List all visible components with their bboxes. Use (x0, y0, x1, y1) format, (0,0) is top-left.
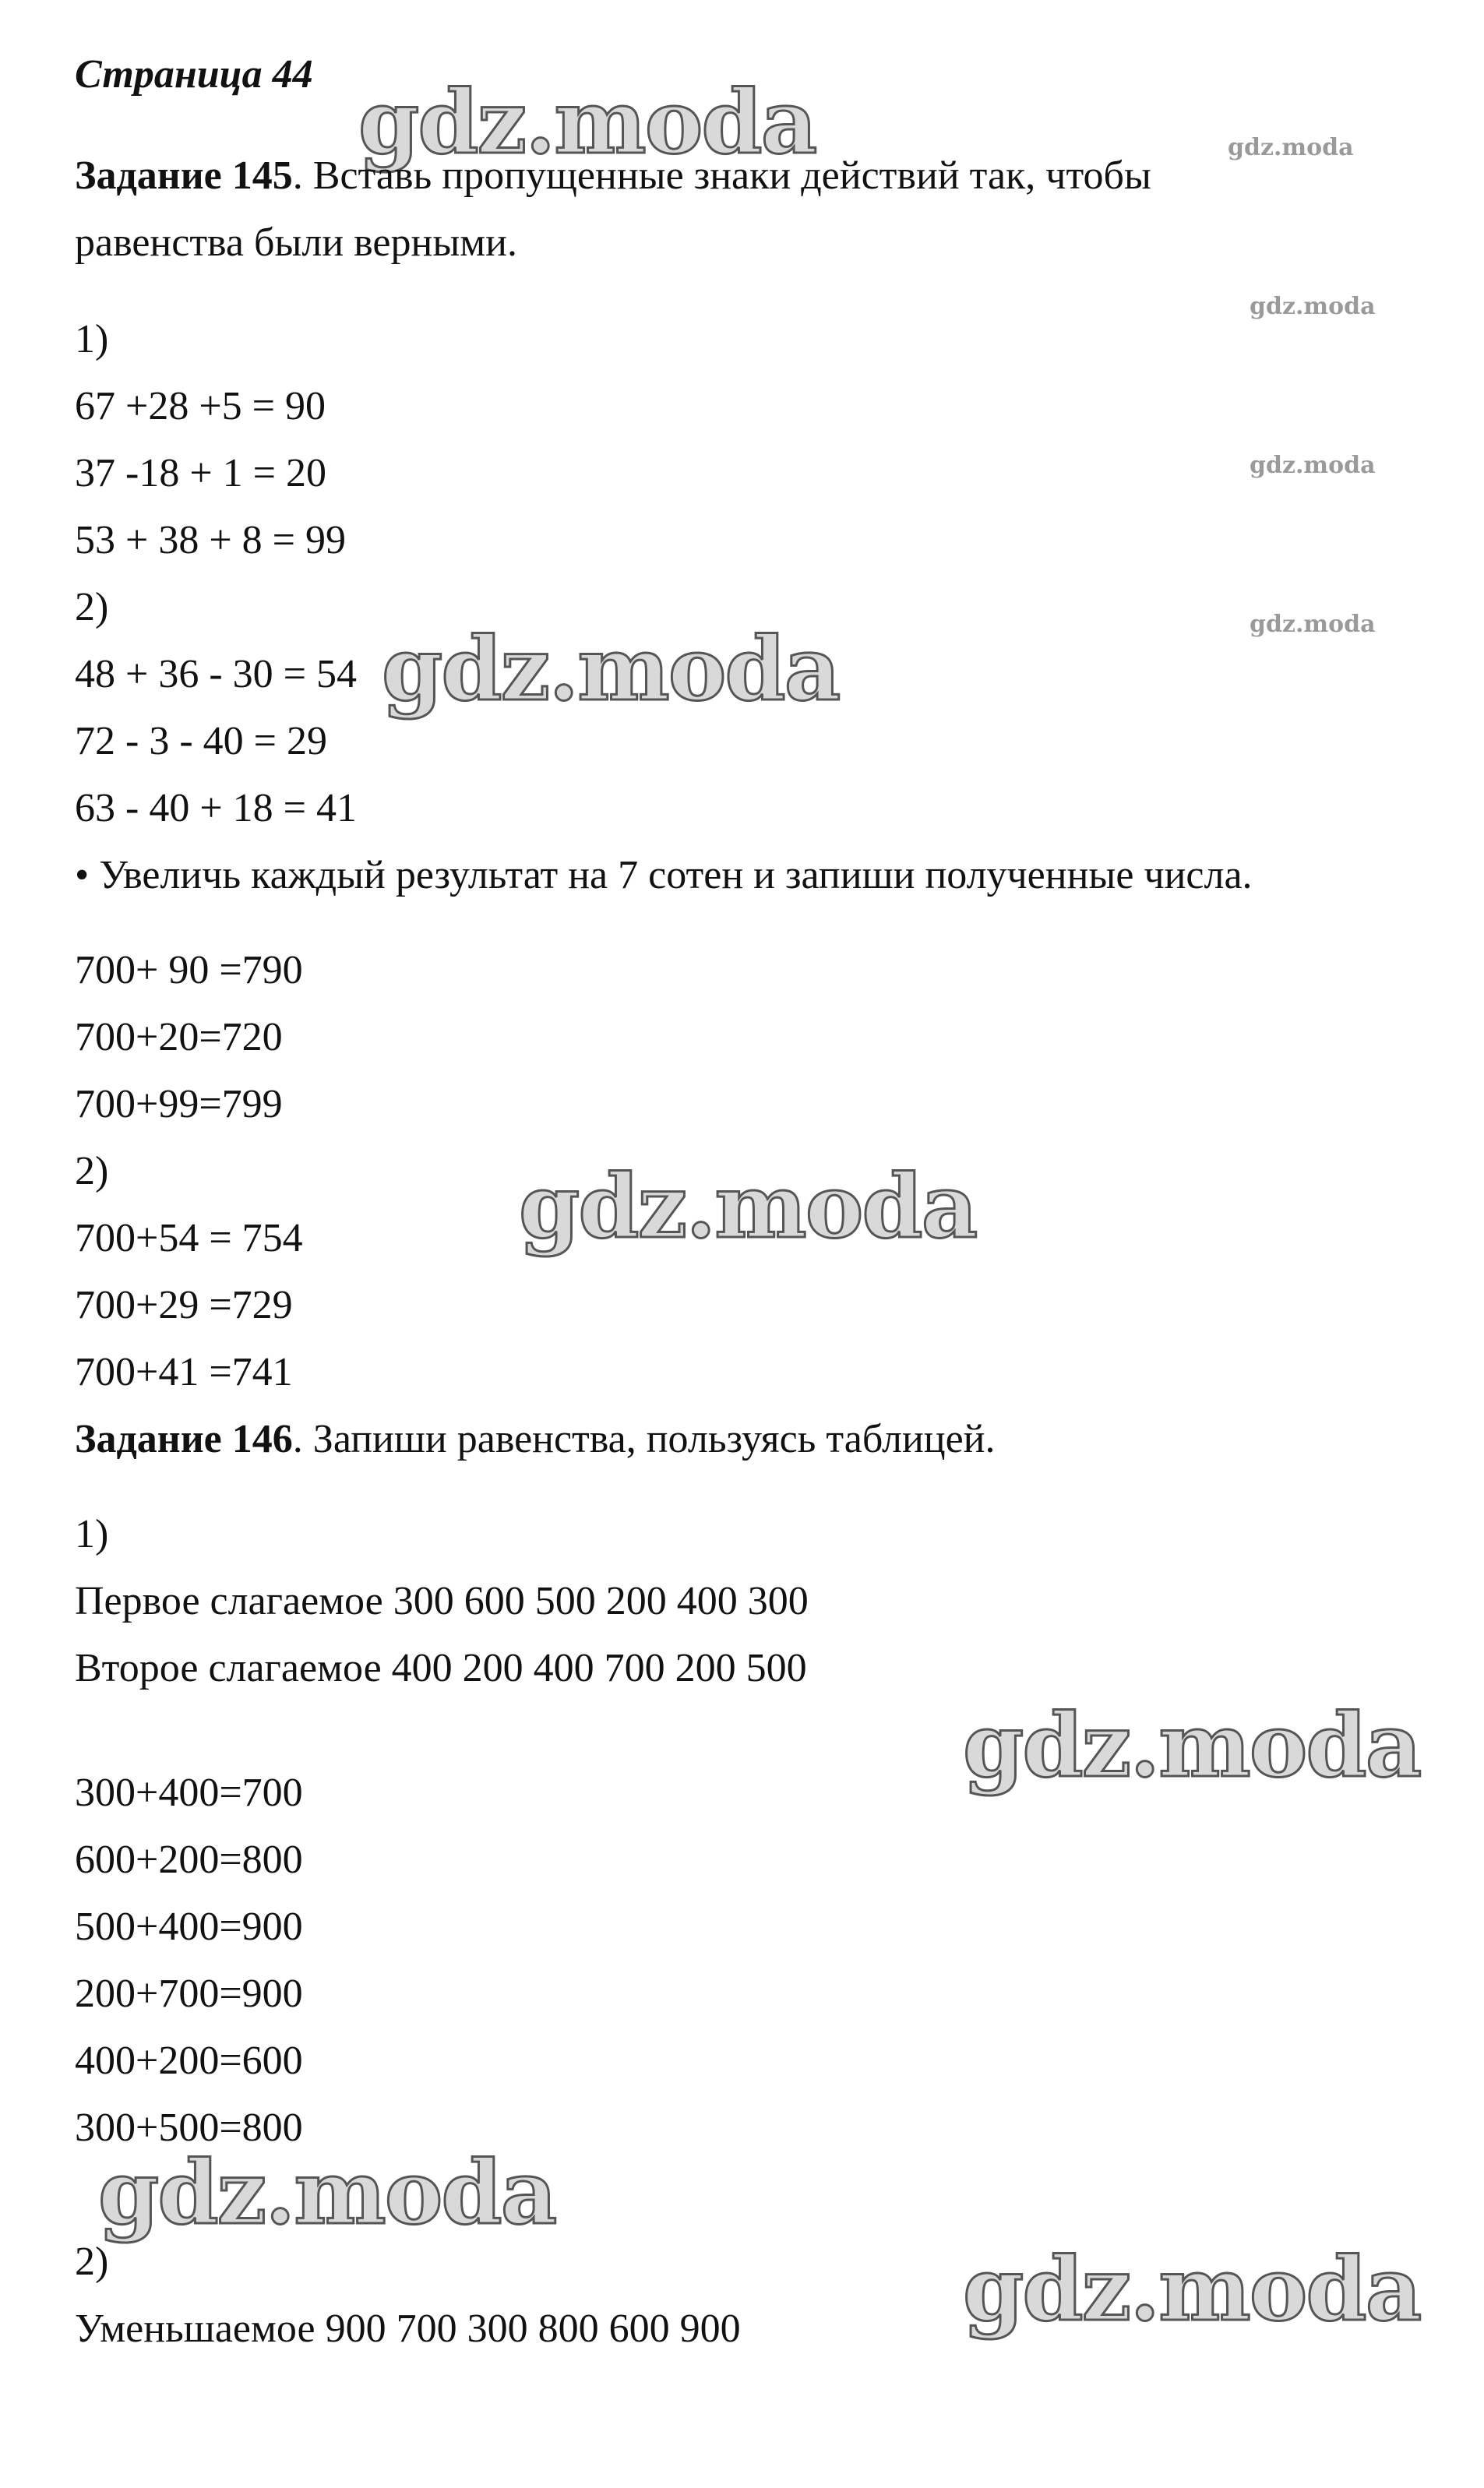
equation: 500+400=900 (75, 1905, 303, 1949)
page-title: Страница 44 (75, 52, 313, 97)
watermark-logo: gdz.moda (1228, 134, 1354, 161)
equation: 700+41 =741 (75, 1350, 293, 1394)
watermark-logo: gdz.moda (98, 2142, 556, 2244)
watermark-logo: gdz.moda (963, 2239, 1421, 2341)
equation: 700+ 90 =790 (75, 948, 303, 992)
equation: 700+20=720 (75, 1015, 283, 1059)
equation: 200+700=900 (75, 1972, 303, 2016)
watermark-logo: gdz.moda (1250, 611, 1376, 638)
equation: 48 + 36 - 30 = 54 (75, 652, 357, 696)
equation: 700+99=799 (75, 1082, 283, 1126)
equation: 300+500=800 (75, 2106, 303, 2150)
table-row-first-addend: Первое слагаемое 300 600 500 200 400 300 (75, 1579, 809, 1623)
equation: 63 - 40 + 18 = 41 (75, 786, 357, 830)
equation: 72 - 3 - 40 = 29 (75, 719, 327, 763)
bullet-instruction: • Увеличь каждый результат на 7 сотен и запиши полученные числа. (75, 853, 1253, 897)
task-146-heading (75, 1415, 996, 1464)
equation: 67 +28 +5 = 90 (75, 384, 326, 428)
part-label: 2) (75, 2240, 109, 2284)
equation: 37 -18 + 1 = 20 (75, 451, 326, 495)
watermark-logo: gdz.moda (358, 72, 816, 174)
part-label: 2) (75, 585, 109, 629)
task-145-label: Задание 145 (75, 153, 293, 198)
watermark-logo: gdz.moda (963, 1695, 1421, 1797)
part-label: 2) (75, 1149, 109, 1193)
equation: 600+200=800 (75, 1838, 303, 1882)
equation: 700+29 =729 (75, 1283, 293, 1327)
part-label: 1) (75, 1512, 109, 1556)
equation: 53 + 38 + 8 = 99 (75, 518, 346, 562)
watermark-logo: gdz.moda (519, 1156, 977, 1258)
task-145-heading (75, 151, 1151, 201)
table-row-minuend: Уменьшаемое 900 700 300 800 600 900 (75, 2307, 741, 2351)
equation: 700+54 = 754 (75, 1216, 303, 1260)
equation: 300+400=700 (75, 1771, 303, 1815)
watermark-logo: gdz.moda (1250, 293, 1376, 320)
task-145-text-cont: равенства были верными. (75, 220, 517, 265)
table-row-second-addend: Второе слагаемое 400 200 400 700 200 500 (75, 1646, 807, 1690)
part-label: 1) (75, 317, 109, 361)
task-146-text: . Запиши равенства, пользуясь таблицей. (292, 1417, 996, 1461)
task-146-label: Задание 146 (75, 1417, 293, 1461)
watermark-logo: gdz.moda (1250, 452, 1376, 479)
task-145-text: . Вставь пропущенные знаки действий так, чтобы (292, 153, 1151, 198)
equation: 400+200=600 (75, 2039, 303, 2083)
watermark-logo: gdz.moda (382, 618, 840, 721)
